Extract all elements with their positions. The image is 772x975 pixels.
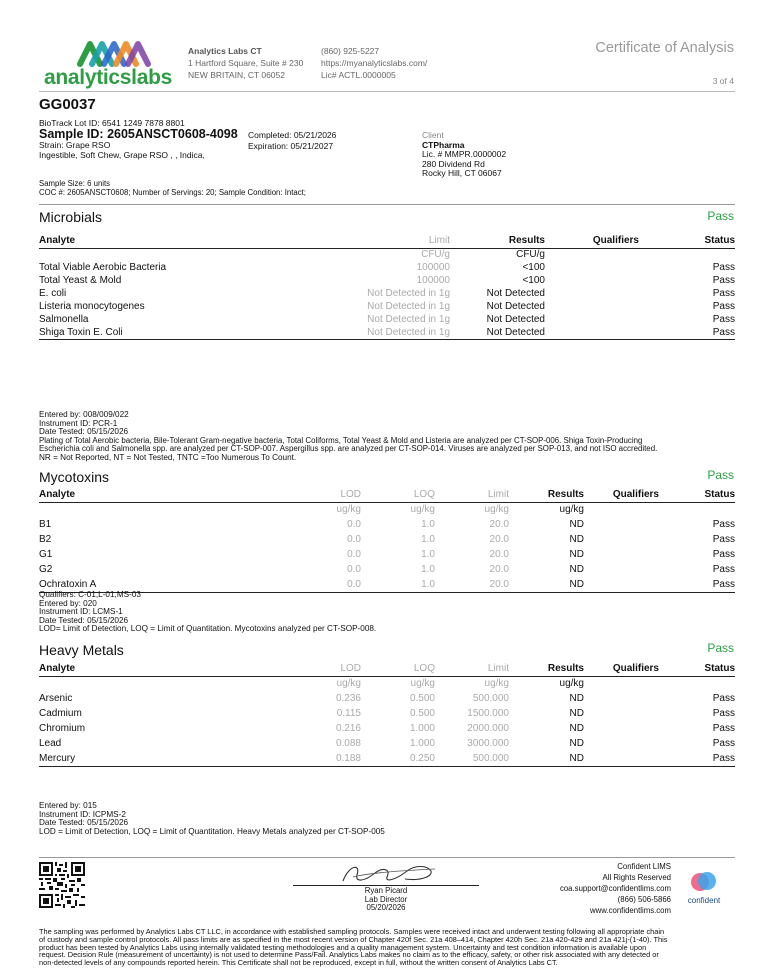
lims-email[interactable]: coa.support@confidentlims.com: [559, 884, 671, 893]
company-contact: [321, 45, 427, 81]
loq-cell: 1.0: [421, 549, 435, 560]
result-cell: ND: [509, 577, 584, 592]
sample-type: Ingestible, Soft Chew, Grape RSO , , Indica,: [39, 149, 205, 160]
table-row: [39, 706, 735, 721]
unit-limit: CFU/g: [421, 249, 450, 261]
heavy-metals-status: Pass: [707, 641, 734, 655]
company-address-1: 1 Hartford Square, Suite # 230: [188, 58, 304, 68]
result-cell: ND: [569, 723, 584, 734]
col-lod: LOD: [294, 489, 361, 502]
col-qualifiers: Qualifiers: [545, 235, 639, 248]
qualifier-cell: [545, 274, 639, 287]
page-number: 3 of 4: [712, 76, 734, 86]
loq-cell: 0.500: [409, 708, 435, 719]
company-website[interactable]: https://myanalyticslabs.com/: [321, 58, 428, 68]
company-info: [188, 45, 303, 81]
biotrack-id: BioTrack Lot ID: 6541 1249 7878 8801: [39, 118, 185, 128]
unit-limit: ug/kg: [484, 504, 509, 516]
result-cell: ND: [509, 751, 584, 766]
microbials-notes: [39, 411, 739, 463]
limit-cell: 20.0: [489, 564, 509, 575]
table-header-row: [39, 663, 735, 676]
company-phone: (860) 925-5227: [321, 46, 380, 56]
lod-cell: 0.216: [335, 723, 361, 734]
table-row: [39, 287, 735, 300]
status-cell: Pass: [712, 288, 735, 299]
loq-cell: 0.500: [409, 693, 435, 704]
unit-lod: ug/kg: [336, 504, 361, 516]
table-header-row: [39, 235, 735, 248]
unit-results: CFU/g: [516, 249, 545, 261]
col-loq: LOQ: [361, 663, 435, 676]
disclaimer-line: The sampling was performed by Analytics Labs CT LLC, in accordance with established sampling protocols. Samples were received intact and underwent testing following all appropriate chain: [39, 927, 665, 936]
limit-cell: 100000: [416, 275, 450, 286]
company-address-2: NEW BRITAIN, CT 06052: [188, 70, 285, 80]
mycotoxins-status: Pass: [707, 468, 734, 482]
qualifier-cell: [545, 300, 639, 313]
result-cell: Not Detected: [486, 314, 545, 325]
unit-loq: ug/kg: [410, 504, 435, 516]
mycotoxins-table: [39, 489, 735, 593]
lims-phone: (866) 506-5866: [617, 895, 671, 904]
note-line: Date Tested: 05/15/2026: [39, 427, 129, 437]
loq-cell: 1.0: [421, 519, 435, 530]
header-divider: [39, 91, 735, 92]
col-analyte: Analyte: [39, 489, 294, 502]
result-cell: Not Detected: [486, 301, 545, 312]
client-label: Client: [422, 130, 444, 140]
analyte-cell: G1: [39, 549, 53, 560]
status-cell: Pass: [712, 693, 735, 704]
note-line: Entered by: 020: [39, 598, 97, 608]
limit-cell: 3000.000: [467, 738, 509, 749]
strain: Strain: Grape RSO: [39, 140, 111, 150]
table-row: [39, 721, 735, 736]
unit-loq: ug/kg: [410, 678, 435, 690]
result-cell: ND: [569, 693, 584, 704]
sample-divider: [39, 204, 735, 205]
limit-cell: 100000: [416, 262, 450, 273]
expiration-date: Expiration: 05/21/2027: [248, 140, 334, 151]
note-line: Instrument ID: PCR-1: [39, 418, 118, 428]
product-id: GG0037: [39, 96, 96, 113]
qualifier-cell: [584, 547, 659, 562]
limit-cell: Not Detected in 1g: [367, 314, 450, 325]
loq-cell: 0.250: [361, 751, 435, 766]
status-cell: Pass: [712, 738, 735, 749]
lod-cell: 0.236: [335, 693, 361, 704]
loq-cell: 1.0: [421, 564, 435, 575]
col-limit: Limit: [435, 663, 509, 676]
note-line: Instrument ID: ICPMS-2: [39, 809, 126, 819]
analyte-cell: Listeria monocytogenes: [39, 301, 145, 312]
confident-logo-icon: [684, 870, 724, 894]
status-cell: Pass: [712, 708, 735, 719]
limit-cell: 2000.000: [467, 723, 509, 734]
limit-cell: Not Detected in 1g: [259, 326, 450, 339]
lod-cell: 0.0: [347, 549, 361, 560]
col-status: Status: [659, 489, 735, 502]
note-line: Date Tested: 05/15/2026: [39, 615, 129, 625]
col-results: Results: [450, 235, 545, 248]
qr-code-icon[interactable]: [39, 862, 85, 908]
note-line: Instrument ID: LCMS-1: [39, 607, 123, 617]
result-cell: Not Detected: [486, 288, 545, 299]
loq-cell: 1.000: [409, 723, 435, 734]
lims-website[interactable]: www.confidentlims.com: [589, 906, 671, 915]
result-cell: ND: [569, 564, 584, 575]
table-row: [39, 736, 735, 751]
signatory: [293, 887, 479, 913]
analyte-cell: G2: [39, 564, 53, 575]
col-limit: Limit: [259, 235, 450, 248]
col-loq: LOQ: [361, 489, 435, 502]
qualifier-cell: [584, 691, 659, 706]
qualifier-cell: [584, 706, 659, 721]
qualifier-cell: [584, 532, 659, 547]
col-results: Results: [509, 489, 584, 502]
unit-lod: ug/kg: [336, 678, 361, 690]
note-line: Entered by: 008/009/022: [39, 410, 129, 419]
microbials-table: [39, 235, 735, 340]
col-results: Results: [509, 663, 584, 676]
analyte-cell: Chromium: [39, 723, 86, 734]
loq-cell: 1.0: [421, 534, 435, 545]
mycotoxins-title: Mycotoxins: [39, 469, 110, 485]
mycotoxins-notes: [39, 591, 739, 634]
note-line: NR = Not Reported, NT = Not Tested, TNTC =Too Numerous To Count.: [39, 452, 297, 462]
limit-cell: 500.000: [435, 751, 509, 766]
sample-size: Sample Size: 6 units: [39, 179, 111, 188]
signatory-name: Ryan Picard: [364, 886, 408, 895]
col-qualifiers: Qualifiers: [584, 489, 659, 502]
qualifier-cell: [545, 313, 639, 326]
analyte-cell: B1: [39, 519, 52, 530]
company-name: Analytics Labs CT: [188, 46, 262, 56]
qualifier-cell: [584, 736, 659, 751]
limit-cell: 20.0: [489, 549, 509, 560]
result-cell: <100: [522, 275, 545, 286]
logo-mark-icon: [44, 38, 174, 68]
confident-brand: confident: [687, 896, 721, 905]
qualifier-cell: [584, 517, 659, 532]
lod-cell: 0.0: [347, 534, 361, 545]
sample-id: Sample ID: 2605ANSCT0608-4098: [39, 127, 238, 141]
status-cell: Pass: [659, 577, 735, 592]
analyte-cell: Lead: [39, 738, 62, 749]
heavy-metals-title: Heavy Metals: [39, 642, 124, 658]
note-line: Date Tested: 05/15/2026: [39, 818, 129, 828]
table-row: [39, 547, 735, 562]
table-row: [39, 691, 735, 706]
heavy-metals-notes: [39, 802, 739, 836]
disclaimer-line: of custody and sample control protocols. All pass limits are as specified in the most recent version of Chapter 420f Sec. 21a 408–414, Chapter 420h Sec. 21a 420-429 and 21a 421j-(1-40). This: [39, 934, 668, 944]
status-cell: Pass: [712, 519, 735, 530]
result-cell: ND: [569, 738, 584, 749]
disclaimer-line: product has been tested by Analytics Labs using internally validated testing methodologies and a quality management system. Uncertainty and test condition information is available upon: [39, 942, 647, 952]
unit-results: ug/kg: [559, 678, 584, 690]
analyte-cell: Total Yeast & Mold: [39, 275, 122, 286]
lod-cell: 0.0: [294, 577, 361, 592]
signatory-title: Lab Director: [364, 894, 408, 904]
limit-cell: 20.0: [435, 577, 509, 592]
status-cell: Pass: [712, 564, 735, 575]
confident-logo: [684, 870, 724, 910]
microbials-title: Microbials: [39, 209, 103, 225]
units-row: [39, 502, 735, 517]
col-qualifiers: Qualifiers: [584, 663, 659, 676]
note-line: Escherichia coli and Salmonella spp. are analyzed per CT-SOP-007. Aspergillus spp. are analyzed per CT-SOP-014. Viruses are analyzed per SOP-013, and not ISO accredited.: [39, 444, 658, 454]
analyte-cell: B2: [39, 534, 52, 545]
table-row: [39, 751, 735, 766]
qualifier-cell: [584, 577, 659, 592]
client-license: Lic. # MMPR.0000002: [422, 149, 507, 159]
client-name: CTPharma: [422, 139, 465, 150]
disclaimer-line: non-detected levels of any compounds reported herein. This Certificate shall not be reproduced, except in full, without the written consent of Analytics Labs CT.: [39, 958, 558, 968]
limit-cell: 1500.000: [467, 708, 509, 719]
status-cell: Pass: [659, 751, 735, 766]
col-analyte: Analyte: [39, 663, 294, 676]
analyte-cell: Cadmium: [39, 708, 82, 719]
qualifier-cell: [545, 287, 639, 300]
qualifier-cell: [545, 261, 639, 274]
note-line: Plating of Total Aerobic bacteria, Bile-Tolerant Gram-negative bacteria, Total Coliforms, Total Yeast & Mold and Listeria are analyzed per CT-SOP-006. Shiga Toxin-Producing: [39, 435, 643, 445]
limit-cell: 500.000: [472, 693, 509, 704]
analyte-cell: E. coli: [39, 288, 67, 299]
table-row: [39, 274, 735, 287]
table-row: [39, 517, 735, 532]
table-header-row: [39, 489, 735, 502]
result-cell: Not Detected: [450, 326, 545, 339]
units-row: [39, 248, 735, 261]
col-status: Status: [659, 663, 735, 676]
loq-cell: 1.0: [361, 577, 435, 592]
limit-cell: 20.0: [489, 534, 509, 545]
logo-text: analyticslabs: [44, 66, 173, 89]
table-row: [39, 532, 735, 547]
completed-date: Completed: 05/21/2026: [248, 130, 337, 140]
unit-results: ug/kg: [559, 504, 584, 516]
qualifier-cell: [584, 562, 659, 577]
limit-cell: Not Detected in 1g: [367, 288, 450, 299]
col-status: Status: [639, 235, 735, 248]
footer-divider: [39, 857, 735, 858]
company-license: Lic# ACTL.0000005: [321, 70, 396, 80]
status-cell: Pass: [712, 549, 735, 560]
limit-cell: Not Detected in 1g: [367, 301, 450, 312]
lod-cell: 0.088: [335, 738, 361, 749]
table-row: [39, 261, 735, 274]
lod-cell: 0.0: [347, 564, 361, 575]
status-cell: Pass: [712, 275, 735, 286]
analyte-cell: Salmonella: [39, 314, 89, 325]
client-info: [422, 131, 506, 179]
lod-cell: 0.0: [347, 519, 361, 530]
heavy-metals-table: [39, 663, 735, 767]
sample-meta: [39, 180, 306, 197]
sample-details: [39, 141, 205, 160]
status-cell: Pass: [712, 262, 735, 273]
result-cell: ND: [569, 708, 584, 719]
client-address-2: Rocky Hill, CT 06067: [422, 168, 502, 178]
lims-info: [560, 861, 671, 916]
company-logo: [44, 38, 174, 90]
status-cell: Pass: [712, 314, 735, 325]
analyte-cell: Shiga Toxin E. Coli: [39, 326, 259, 339]
qualifier-cell: [584, 721, 659, 736]
loq-cell: 1.000: [409, 738, 435, 749]
qualifier-cell: [584, 751, 659, 766]
table-row: [39, 577, 735, 592]
coc-info: COC #: 2605ANSCT0608; Number of Servings: 20; Sample Condition: Intact;: [39, 187, 306, 197]
col-lod: LOD: [294, 663, 361, 676]
col-analyte: Analyte: [39, 235, 259, 248]
note-line: LOD= Limit of Detection, LOQ = Limit of Quantitation. Mycotoxins analyzed per CT-SOP-008.: [39, 624, 377, 634]
disclaimer: [39, 928, 739, 967]
result-cell: ND: [569, 549, 584, 560]
client-address-1: 280 Dividend Rd: [422, 158, 485, 169]
note-line: Qualifiers: C-01,L-01,MS-03: [39, 590, 141, 599]
status-cell: Pass: [712, 723, 735, 734]
analyte-cell: Total Viable Aerobic Bacteria: [39, 262, 167, 273]
limit-cell: 20.0: [489, 519, 509, 530]
units-row: [39, 676, 735, 691]
disclaimer-line: request. Decision Rule (measurement of uncertainty) is not used to determine Pass/Fail. Analytics Labs makes no claim as to the efficacy, safety, or other risk associated with any detected or: [39, 950, 659, 960]
note-line: LOD = Limit of Detection, LOQ = Limit of Quantitation. Heavy Metals analyzed per CT-SOP-005: [39, 826, 385, 836]
lod-cell: 0.115: [336, 708, 361, 719]
signature-date: 05/20/2026: [366, 903, 406, 912]
analyte-cell: Mercury: [39, 751, 294, 766]
result-cell: <100: [522, 262, 545, 273]
table-row: [39, 326, 735, 339]
microbials-status: Pass: [707, 209, 734, 223]
lod-cell: 0.188: [294, 751, 361, 766]
qualifier-cell: [545, 326, 639, 339]
result-cell: ND: [569, 534, 584, 545]
note-line: Entered by: 015: [39, 801, 97, 810]
unit-limit: ug/kg: [484, 678, 509, 690]
analyte-cell: Arsenic: [39, 693, 73, 704]
result-cell: ND: [569, 519, 584, 530]
sample-dates: [248, 130, 336, 151]
status-cell: Pass: [639, 326, 735, 339]
analyte-cell: Ochratoxin A: [39, 577, 294, 592]
lims-name: Confident LIMS: [617, 862, 671, 871]
table-row: [39, 313, 735, 326]
status-cell: Pass: [712, 301, 735, 312]
status-cell: Pass: [712, 534, 735, 545]
table-row: [39, 562, 735, 577]
document-title: Certificate of Analysis: [595, 40, 734, 56]
lims-rights: All Rights Reserved: [602, 873, 671, 882]
col-limit: Limit: [435, 489, 509, 502]
table-row: [39, 300, 735, 313]
